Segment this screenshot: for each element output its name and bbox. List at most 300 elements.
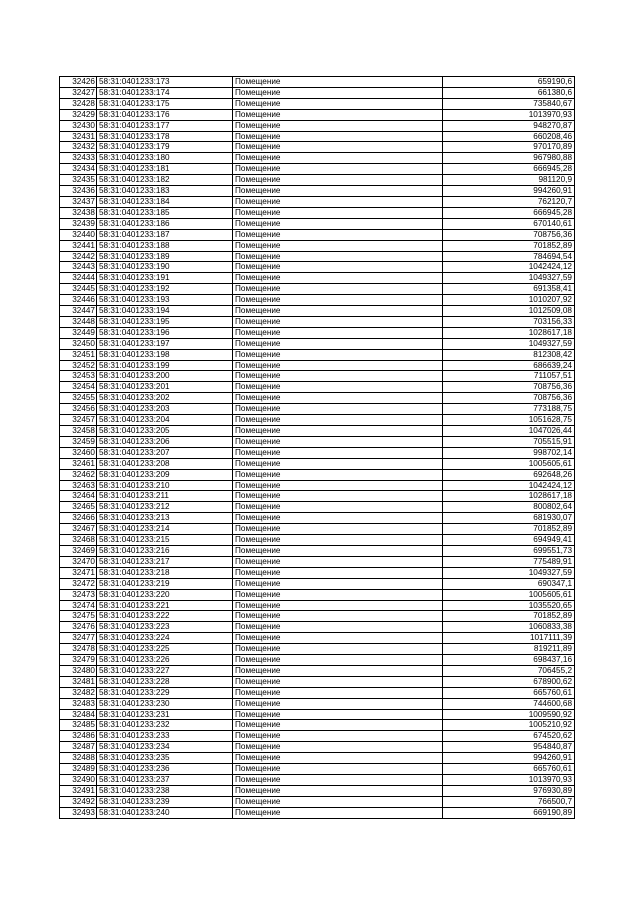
row-number: 32469 <box>60 545 97 556</box>
cadastral-number: 58:31:0401233:202 <box>97 393 233 404</box>
cadastral-value: 1049327,59 <box>443 273 575 284</box>
table-row <box>60 785 575 796</box>
table-row <box>60 600 575 611</box>
object-type: Помещение <box>233 600 443 611</box>
table-row <box>60 415 575 426</box>
row-number: 32483 <box>60 698 97 709</box>
object-type: Помещение <box>233 447 443 458</box>
cadastral-number: 58:31:0401233:176 <box>97 109 233 120</box>
cadastral-value: 1051628,75 <box>443 415 575 426</box>
row-number: 32478 <box>60 644 97 655</box>
table-row <box>60 338 575 349</box>
object-type: Помещение <box>233 404 443 415</box>
object-type: Помещение <box>233 164 443 175</box>
cadastral-number: 58:31:0401233:207 <box>97 447 233 458</box>
table-row <box>60 502 575 513</box>
table-row <box>60 480 575 491</box>
cadastral-number: 58:31:0401233:228 <box>97 676 233 687</box>
cadastral-value: 784694,54 <box>443 251 575 262</box>
table-row <box>60 709 575 720</box>
table-row <box>60 349 575 360</box>
cadastral-value: 706455,2 <box>443 665 575 676</box>
cadastral-number: 58:31:0401233:219 <box>97 578 233 589</box>
object-type: Помещение <box>233 567 443 578</box>
object-type: Помещение <box>233 338 443 349</box>
cadastral-number: 58:31:0401233:195 <box>97 316 233 327</box>
table-row <box>60 98 575 109</box>
row-number: 32442 <box>60 251 97 262</box>
row-number: 32493 <box>60 807 97 818</box>
row-number: 32451 <box>60 349 97 360</box>
row-number: 32466 <box>60 513 97 524</box>
cadastral-number: 58:31:0401233:238 <box>97 785 233 796</box>
object-type: Помещение <box>233 665 443 676</box>
object-type: Помещение <box>233 284 443 295</box>
row-number: 32449 <box>60 327 97 338</box>
cadastral-number: 58:31:0401233:230 <box>97 698 233 709</box>
table-row <box>60 251 575 262</box>
cadastral-number: 58:31:0401233:234 <box>97 742 233 753</box>
row-number: 32446 <box>60 295 97 306</box>
cadastral-value: 766500,7 <box>443 796 575 807</box>
table-row <box>60 436 575 447</box>
row-number: 32439 <box>60 218 97 229</box>
table-row <box>60 720 575 731</box>
cadastral-value: 670140,61 <box>443 218 575 229</box>
table-row <box>60 687 575 698</box>
object-type: Помещение <box>233 142 443 153</box>
object-type: Помещение <box>233 491 443 502</box>
cadastral-number: 58:31:0401233:208 <box>97 458 233 469</box>
object-type: Помещение <box>233 807 443 818</box>
row-number: 32492 <box>60 796 97 807</box>
cadastral-number: 58:31:0401233:233 <box>97 731 233 742</box>
object-type: Помещение <box>233 731 443 742</box>
cadastral-value: 812308,42 <box>443 349 575 360</box>
row-number: 32491 <box>60 785 97 796</box>
cadastral-value: 1009590,92 <box>443 709 575 720</box>
row-number: 32477 <box>60 633 97 644</box>
object-type: Помещение <box>233 796 443 807</box>
table-row <box>60 545 575 556</box>
cadastral-number: 58:31:0401233:220 <box>97 589 233 600</box>
cadastral-value: 694949,41 <box>443 535 575 546</box>
cadastral-number: 58:31:0401233:186 <box>97 218 233 229</box>
object-type: Помещение <box>233 371 443 382</box>
object-type: Помещение <box>233 753 443 764</box>
table-row <box>60 229 575 240</box>
table-row <box>60 665 575 676</box>
table-row <box>60 360 575 371</box>
row-number: 32464 <box>60 491 97 502</box>
cadastral-number: 58:31:0401233:178 <box>97 131 233 142</box>
object-type: Помещение <box>233 251 443 262</box>
row-number: 32472 <box>60 578 97 589</box>
table-row <box>60 87 575 98</box>
table-row <box>60 742 575 753</box>
row-number: 32481 <box>60 676 97 687</box>
cadastral-number: 58:31:0401233:237 <box>97 775 233 786</box>
object-type: Помещение <box>233 382 443 393</box>
cadastral-number: 58:31:0401233:236 <box>97 764 233 775</box>
table-row <box>60 142 575 153</box>
cadastral-value: 690347,1 <box>443 578 575 589</box>
row-number: 32428 <box>60 98 97 109</box>
table-row <box>60 207 575 218</box>
table-row <box>60 698 575 709</box>
cadastral-number: 58:31:0401233:210 <box>97 480 233 491</box>
cadastral-value: 735840,67 <box>443 98 575 109</box>
row-number: 32453 <box>60 371 97 382</box>
table-row <box>60 164 575 175</box>
cadastral-value: 1049327,59 <box>443 567 575 578</box>
row-number: 32452 <box>60 360 97 371</box>
object-type: Помещение <box>233 295 443 306</box>
cadastral-number: 58:31:0401233:180 <box>97 153 233 164</box>
document-page <box>59 76 575 819</box>
cadastral-number: 58:31:0401233:174 <box>97 87 233 98</box>
cadastral-value: 762120,7 <box>443 196 575 207</box>
table-row <box>60 175 575 186</box>
row-number: 32441 <box>60 240 97 251</box>
cadastral-number: 58:31:0401233:215 <box>97 535 233 546</box>
cadastral-number: 58:31:0401233:177 <box>97 120 233 131</box>
table-row <box>60 567 575 578</box>
cadastral-value: 976930,89 <box>443 785 575 796</box>
cadastral-number: 58:31:0401233:235 <box>97 753 233 764</box>
cadastral-value: 674520,62 <box>443 731 575 742</box>
row-number: 32455 <box>60 393 97 404</box>
object-type: Помещение <box>233 229 443 240</box>
cadastral-number: 58:31:0401233:211 <box>97 491 233 502</box>
row-number: 32468 <box>60 535 97 546</box>
table-row <box>60 589 575 600</box>
object-type: Помещение <box>233 306 443 317</box>
table-row <box>60 458 575 469</box>
row-number: 32489 <box>60 764 97 775</box>
cadastral-value: 691358,41 <box>443 284 575 295</box>
object-type: Помещение <box>233 77 443 88</box>
object-type: Помещение <box>233 589 443 600</box>
row-number: 32444 <box>60 273 97 284</box>
cadastral-number: 58:31:0401233:231 <box>97 709 233 720</box>
cadastral-number: 58:31:0401233:188 <box>97 240 233 251</box>
cadastral-value: 1005210,92 <box>443 720 575 731</box>
cadastral-value: 669190,89 <box>443 807 575 818</box>
cadastral-number: 58:31:0401233:226 <box>97 655 233 666</box>
table-row <box>60 775 575 786</box>
row-number: 32484 <box>60 709 97 720</box>
cadastral-number: 58:31:0401233:217 <box>97 556 233 567</box>
table-row <box>60 284 575 295</box>
cadastral-value: 666945,28 <box>443 207 575 218</box>
object-type: Помещение <box>233 622 443 633</box>
object-type: Помещение <box>233 393 443 404</box>
object-type: Помещение <box>233 764 443 775</box>
table-row <box>60 676 575 687</box>
object-type: Помещение <box>233 720 443 731</box>
row-number: 32429 <box>60 109 97 120</box>
cadastral-number: 58:31:0401233:206 <box>97 436 233 447</box>
cadastral-value: 998702,14 <box>443 447 575 458</box>
table-row <box>60 295 575 306</box>
table-row <box>60 513 575 524</box>
object-type: Помещение <box>233 633 443 644</box>
table-row <box>60 393 575 404</box>
object-type: Помещение <box>233 273 443 284</box>
property-table <box>59 76 575 819</box>
table-row <box>60 655 575 666</box>
cadastral-value: 1042424,12 <box>443 480 575 491</box>
row-number: 32447 <box>60 306 97 317</box>
row-number: 32480 <box>60 665 97 676</box>
object-type: Помещение <box>233 611 443 622</box>
cadastral-number: 58:31:0401233:196 <box>97 327 233 338</box>
object-type: Помещение <box>233 775 443 786</box>
table-row <box>60 77 575 88</box>
cadastral-value: 948270,87 <box>443 120 575 131</box>
row-number: 32450 <box>60 338 97 349</box>
table-row <box>60 611 575 622</box>
object-type: Помещение <box>233 360 443 371</box>
cadastral-value: 692648,26 <box>443 469 575 480</box>
cadastral-number: 58:31:0401233:221 <box>97 600 233 611</box>
cadastral-number: 58:31:0401233:197 <box>97 338 233 349</box>
cadastral-number: 58:31:0401233:194 <box>97 306 233 317</box>
table-row <box>60 426 575 437</box>
cadastral-value: 698437,16 <box>443 655 575 666</box>
cadastral-value: 659190,6 <box>443 77 575 88</box>
cadastral-value: 954840,87 <box>443 742 575 753</box>
row-number: 32427 <box>60 87 97 98</box>
row-number: 32433 <box>60 153 97 164</box>
object-type: Помещение <box>233 218 443 229</box>
table-row <box>60 306 575 317</box>
row-number: 32456 <box>60 404 97 415</box>
cadastral-value: 708756,36 <box>443 393 575 404</box>
object-type: Помещение <box>233 196 443 207</box>
row-number: 32460 <box>60 447 97 458</box>
row-number: 32436 <box>60 186 97 197</box>
table-row <box>60 404 575 415</box>
row-number: 32437 <box>60 196 97 207</box>
object-type: Помещение <box>233 644 443 655</box>
row-number: 32445 <box>60 284 97 295</box>
table-row <box>60 240 575 251</box>
object-type: Помещение <box>233 655 443 666</box>
row-number: 32431 <box>60 131 97 142</box>
cadastral-number: 58:31:0401233:175 <box>97 98 233 109</box>
row-number: 32479 <box>60 655 97 666</box>
object-type: Помещение <box>233 535 443 546</box>
cadastral-value: 1017111,39 <box>443 633 575 644</box>
cadastral-value: 994260,91 <box>443 186 575 197</box>
row-number: 32458 <box>60 426 97 437</box>
table-row <box>60 131 575 142</box>
table-row <box>60 371 575 382</box>
cadastral-number: 58:31:0401233:227 <box>97 665 233 676</box>
object-type: Помещение <box>233 415 443 426</box>
row-number: 32482 <box>60 687 97 698</box>
object-type: Помещение <box>233 436 443 447</box>
cadastral-number: 58:31:0401233:229 <box>97 687 233 698</box>
object-type: Помещение <box>233 316 443 327</box>
cadastral-value: 666945,28 <box>443 164 575 175</box>
row-number: 32476 <box>60 622 97 633</box>
cadastral-value: 970170,89 <box>443 142 575 153</box>
row-number: 32473 <box>60 589 97 600</box>
row-number: 32457 <box>60 415 97 426</box>
cadastral-value: 1013970,93 <box>443 109 575 120</box>
cadastral-value: 1060833,38 <box>443 622 575 633</box>
table-row <box>60 764 575 775</box>
row-number: 32459 <box>60 436 97 447</box>
cadastral-value: 1005605,61 <box>443 458 575 469</box>
cadastral-number: 58:31:0401233:203 <box>97 404 233 415</box>
cadastral-number: 58:31:0401233:182 <box>97 175 233 186</box>
row-number: 32485 <box>60 720 97 731</box>
table-row <box>60 196 575 207</box>
cadastral-value: 744600,68 <box>443 698 575 709</box>
object-type: Помещение <box>233 175 443 186</box>
cadastral-number: 58:31:0401233:201 <box>97 382 233 393</box>
row-number: 32471 <box>60 567 97 578</box>
cadastral-number: 58:31:0401233:184 <box>97 196 233 207</box>
row-number: 32443 <box>60 262 97 273</box>
row-number: 32426 <box>60 77 97 88</box>
table-row <box>60 218 575 229</box>
cadastral-value: 800802,64 <box>443 502 575 513</box>
cadastral-number: 58:31:0401233:183 <box>97 186 233 197</box>
cadastral-value: 1028617,18 <box>443 491 575 502</box>
cadastral-value: 703156,33 <box>443 316 575 327</box>
table-row <box>60 622 575 633</box>
row-number: 32432 <box>60 142 97 153</box>
cadastral-value: 708756,36 <box>443 229 575 240</box>
table-row <box>60 524 575 535</box>
cadastral-value: 1010207,92 <box>443 295 575 306</box>
object-type: Помещение <box>233 87 443 98</box>
cadastral-number: 58:31:0401233:218 <box>97 567 233 578</box>
table-row <box>60 633 575 644</box>
cadastral-number: 58:31:0401233:216 <box>97 545 233 556</box>
cadastral-number: 58:31:0401233:189 <box>97 251 233 262</box>
cadastral-number: 58:31:0401233:239 <box>97 796 233 807</box>
object-type: Помещение <box>233 327 443 338</box>
object-type: Помещение <box>233 513 443 524</box>
object-type: Помещение <box>233 120 443 131</box>
cadastral-value: 665760,61 <box>443 764 575 775</box>
table-row <box>60 120 575 131</box>
table-row <box>60 262 575 273</box>
cadastral-number: 58:31:0401233:222 <box>97 611 233 622</box>
cadastral-value: 660208,46 <box>443 131 575 142</box>
cadastral-number: 58:31:0401233:173 <box>97 77 233 88</box>
cadastral-value: 1012509,08 <box>443 306 575 317</box>
cadastral-value: 981120,9 <box>443 175 575 186</box>
cadastral-number: 58:31:0401233:209 <box>97 469 233 480</box>
cadastral-value: 678900,62 <box>443 676 575 687</box>
table-row <box>60 109 575 120</box>
cadastral-number: 58:31:0401233:198 <box>97 349 233 360</box>
cadastral-value: 994260,91 <box>443 753 575 764</box>
cadastral-number: 58:31:0401233:240 <box>97 807 233 818</box>
cadastral-number: 58:31:0401233:181 <box>97 164 233 175</box>
object-type: Помещение <box>233 687 443 698</box>
cadastral-number: 58:31:0401233:179 <box>97 142 233 153</box>
cadastral-value: 699551,73 <box>443 545 575 556</box>
cadastral-number: 58:31:0401233:191 <box>97 273 233 284</box>
row-number: 32475 <box>60 611 97 622</box>
cadastral-value: 1013970,93 <box>443 775 575 786</box>
table-row <box>60 556 575 567</box>
object-type: Помещение <box>233 698 443 709</box>
cadastral-number: 58:31:0401233:187 <box>97 229 233 240</box>
cadastral-value: 1042424,12 <box>443 262 575 273</box>
object-type: Помещение <box>233 469 443 480</box>
object-type: Помещение <box>233 153 443 164</box>
object-type: Помещение <box>233 426 443 437</box>
table-row <box>60 796 575 807</box>
cadastral-value: 1049327,59 <box>443 338 575 349</box>
cadastral-number: 58:31:0401233:232 <box>97 720 233 731</box>
table-row <box>60 753 575 764</box>
object-type: Помещение <box>233 262 443 273</box>
row-number: 32465 <box>60 502 97 513</box>
object-type: Помещение <box>233 98 443 109</box>
table-row <box>60 447 575 458</box>
object-type: Помещение <box>233 578 443 589</box>
object-type: Помещение <box>233 240 443 251</box>
object-type: Помещение <box>233 186 443 197</box>
object-type: Помещение <box>233 742 443 753</box>
cadastral-value: 665760,61 <box>443 687 575 698</box>
cadastral-value: 1005605,61 <box>443 589 575 600</box>
cadastral-value: 1028617,18 <box>443 327 575 338</box>
row-number: 32430 <box>60 120 97 131</box>
cadastral-number: 58:31:0401233:213 <box>97 513 233 524</box>
object-type: Помещение <box>233 676 443 687</box>
table-row <box>60 153 575 164</box>
cadastral-value: 711057,51 <box>443 371 575 382</box>
row-number: 32440 <box>60 229 97 240</box>
row-number: 32435 <box>60 175 97 186</box>
object-type: Помещение <box>233 556 443 567</box>
cadastral-value: 701852,89 <box>443 524 575 535</box>
cadastral-value: 701852,89 <box>443 240 575 251</box>
cadastral-value: 681930,07 <box>443 513 575 524</box>
cadastral-number: 58:31:0401233:199 <box>97 360 233 371</box>
cadastral-value: 701852,89 <box>443 611 575 622</box>
object-type: Помещение <box>233 458 443 469</box>
row-number: 32438 <box>60 207 97 218</box>
cadastral-number: 58:31:0401233:200 <box>97 371 233 382</box>
cadastral-number: 58:31:0401233:190 <box>97 262 233 273</box>
cadastral-number: 58:31:0401233:192 <box>97 284 233 295</box>
table-row <box>60 731 575 742</box>
object-type: Помещение <box>233 480 443 491</box>
cadastral-number: 58:31:0401233:223 <box>97 622 233 633</box>
object-type: Помещение <box>233 207 443 218</box>
cadastral-number: 58:31:0401233:204 <box>97 415 233 426</box>
cadastral-number: 58:31:0401233:205 <box>97 426 233 437</box>
table-row <box>60 469 575 480</box>
table-row <box>60 578 575 589</box>
cadastral-value: 1047026,44 <box>443 426 575 437</box>
row-number: 32461 <box>60 458 97 469</box>
row-number: 32486 <box>60 731 97 742</box>
cadastral-number: 58:31:0401233:214 <box>97 524 233 535</box>
